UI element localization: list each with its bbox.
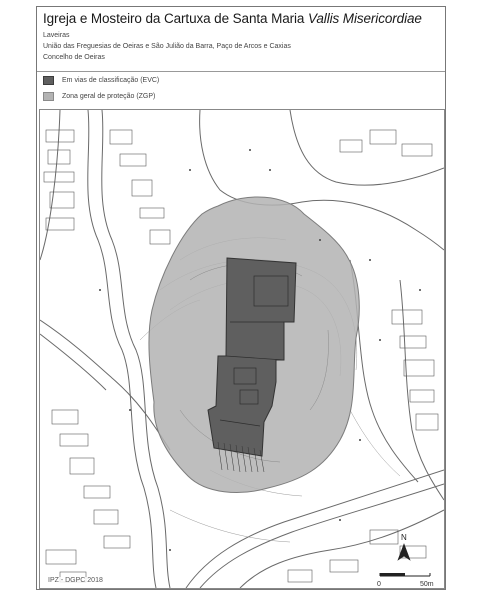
scale-end-label: 50m — [420, 581, 434, 588]
map-canvas[interactable] — [39, 109, 445, 589]
map-title-italic: Vallis Misericordiae — [308, 11, 422, 26]
location-parish: Laveiras — [43, 32, 70, 39]
legend-item-evc — [43, 76, 159, 85]
location-municipality: Concelho de Oeiras — [43, 54, 105, 61]
header-divider — [37, 71, 445, 72]
legend-item-zgp — [43, 92, 155, 101]
legend-label-zgp: Zona geral de proteção (ZGP) — [62, 93, 156, 100]
zgp-swatch-icon — [43, 92, 54, 101]
map-title-main: Igreja e Mosteiro da Cartuxa de Santa Maria — [43, 11, 308, 26]
scale-start-label: 0 — [377, 581, 381, 588]
north-label: N — [401, 533, 407, 542]
map-title — [43, 11, 422, 26]
cadastral-map — [40, 110, 444, 588]
credit-label: IPZ - DGPC 2018 — [48, 577, 103, 584]
map-sheet — [36, 6, 446, 590]
evc-swatch-icon — [43, 76, 54, 85]
location-union: União das Freguesias de Oeiras e São Julião da Barra, Paço de Arcos e Caxias — [43, 43, 291, 50]
legend-label-evc: Em vias de classificação (EVC) — [62, 77, 160, 84]
